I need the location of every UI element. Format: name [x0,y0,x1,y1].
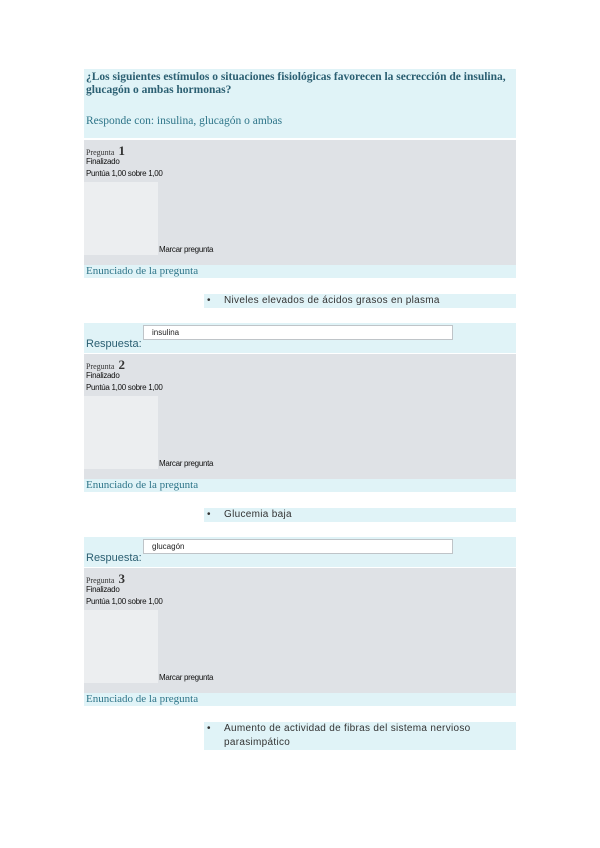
answer-row-1 [84,323,516,353]
question-grade-1: Puntúa 1,00 sobre 1,00 [86,169,163,178]
statement-text-1: Niveles elevados de ácidos grasos en plasma [224,295,440,306]
bullet-icon: • [207,723,211,734]
question-statement-2 [204,508,516,522]
question-number-3: Pregunta 3 [86,571,125,586]
question-number-2: Pregunta 2 [86,357,125,372]
question-title: ¿Los siguientes estímulos o situaciones fisiológicas favorecen la secrección de insulina, glucagón o ambas hormonas? [86,71,506,96]
flag-area-2 [84,396,158,469]
question-info-3 [84,568,516,693]
question-grade-3: Puntúa 1,00 sobre 1,00 [86,597,163,606]
answer-row-2 [84,537,516,567]
question-statement-heading-2: Enunciado de la pregunta [84,479,516,492]
statement-text-2: Glucemia baja [224,509,292,520]
question-grade-2: Puntúa 1,00 sobre 1,00 [86,383,163,392]
answer-input-2[interactable]: glucagón [143,539,453,554]
question-statement-3 [204,722,516,750]
question-instruction: Responde con: insulina, glucagón o ambas [86,115,283,127]
answer-input-1[interactable]: insulina [143,325,453,340]
question-statement-heading-1: Enunciado de la pregunta [84,265,516,278]
flag-question-link-3[interactable]: Marcar pregunta [159,673,214,682]
question-info-1 [84,140,516,265]
question-state-2: Finalizado [86,371,120,380]
statement-text-3: Aumento de actividad de fibras del sistema nervioso parasimpático [224,723,471,748]
question-number-1: Pregunta 1 [86,143,125,158]
flag-question-link-1[interactable]: Marcar pregunta [159,245,214,254]
question-header [84,69,516,138]
question-statement-heading-3: Enunciado de la pregunta [84,693,516,706]
answer-label-2: Respuesta: [86,552,142,564]
question-state-1: Finalizado [86,157,120,166]
flag-area-1 [84,182,158,255]
question-info-2 [84,354,516,479]
flag-area-3 [84,610,158,683]
flag-question-link-2[interactable]: Marcar pregunta [159,459,214,468]
bullet-icon: • [207,509,211,520]
question-state-3: Finalizado [86,585,120,594]
answer-label-1: Respuesta: [86,338,142,350]
question-statement-1 [204,294,516,308]
bullet-icon: • [207,295,211,306]
